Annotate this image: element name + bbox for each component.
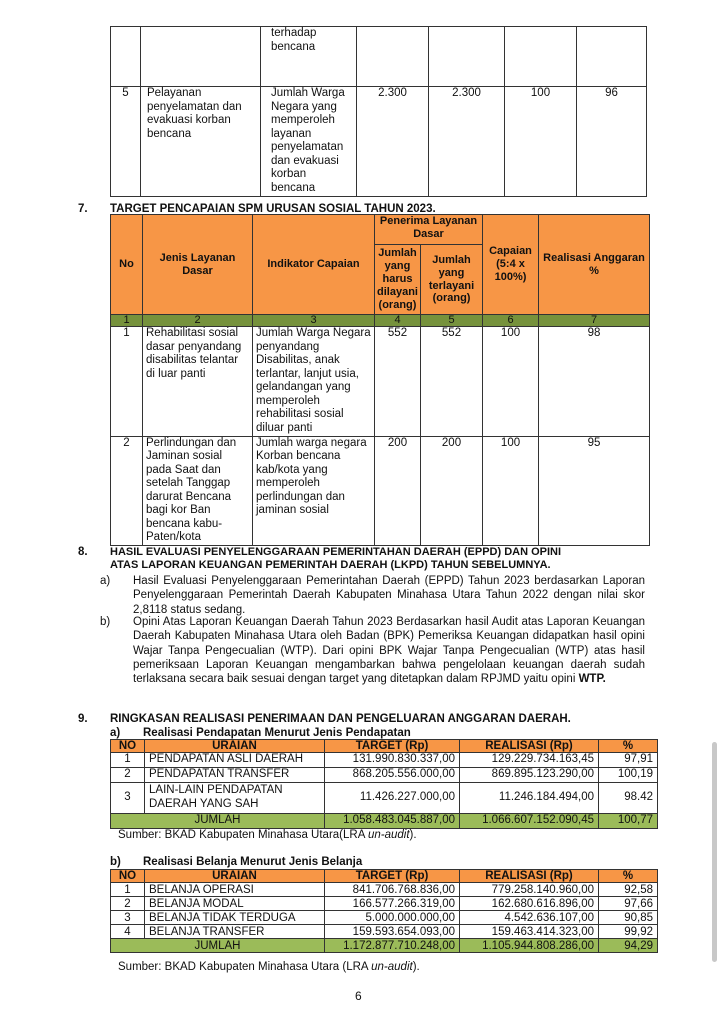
table-row [111, 27, 647, 87]
capaian-cell: 100 [483, 436, 539, 546]
subsection-label: b) [110, 856, 121, 868]
column-number-row [111, 315, 650, 327]
table-row [111, 883, 658, 897]
header-pct: % [599, 870, 658, 883]
table-row [111, 327, 650, 437]
section-number: 9. [78, 713, 88, 725]
header-uraian: URAIAN [145, 870, 325, 883]
table-row [111, 436, 650, 546]
row-no: 1 [111, 327, 143, 437]
col-number: 1 [111, 315, 143, 327]
section-title-line: HASIL EVALUASI PENYELENGGARAAN PEMERINTAHAN DAERAH (EPPD) DAN OPINI [110, 546, 562, 558]
header-realisasi: REALISASI (Rp) [460, 870, 599, 883]
pct-cell: 92,58 [599, 883, 658, 897]
header-capaian: Capaian (5:4 x 100%) [483, 215, 539, 315]
realisasi-cell: 159.463.414.323,00 [460, 925, 599, 939]
harus-cell: 2.300 [357, 87, 429, 197]
uraian-cell: PENDAPATAN ASLI DAERAH [145, 753, 325, 768]
total-pct: 100,77 [599, 814, 658, 829]
target-cell: 166.577.266.319,00 [325, 897, 460, 911]
total-row [111, 814, 658, 829]
prev-spm-table [110, 26, 647, 197]
header-no: NO [111, 870, 145, 883]
harus-cell: 552 [375, 327, 421, 437]
opini-paragraph [133, 615, 645, 686]
col-number: 4 [375, 315, 421, 327]
total-realisasi: 1.105.944.808.286,00 [460, 939, 599, 953]
row-no: 2 [111, 436, 143, 546]
header-uraian: URAIAN [145, 740, 325, 753]
total-realisasi: 1.066.607.152.090,45 [460, 814, 599, 829]
terlayani-cell: 552 [421, 327, 483, 437]
terlayani-cell: 200 [421, 436, 483, 546]
col-number: 5 [421, 315, 483, 327]
section-title: TARGET PENCAPAIAN SPM URUSAN SOSIAL TAHUN 2023. [110, 203, 436, 215]
header-terlayani: Jumlah yang terlayani (orang) [421, 245, 483, 315]
uraian-cell: PENDAPATAN TRANSFER [145, 768, 325, 783]
jenis-cell: Pelayanan penyelamatan dan evakuasi korban bencana [141, 87, 261, 197]
header-jenis: Jenis Layanan Dasar [143, 215, 253, 315]
capaian-cell: 100 [483, 327, 539, 437]
uraian-cell: BELANJA TIDAK TERDUGA [145, 911, 325, 925]
indikator-cell: Jumlah warga negara Korban bencana kab/kota yang memperoleh perlindungan dan jaminan sosial [253, 436, 375, 546]
table-row [111, 783, 658, 814]
page-number: 6 [355, 989, 362, 1003]
section-title: RINGKASAN REALISASI PENERIMAAN DAN PENGELUARAN ANGGARAN DAERAH. [110, 713, 571, 725]
header-realisasi: REALISASI (Rp) [460, 740, 599, 753]
pct-cell: 98.42 [599, 783, 658, 814]
total-row [111, 939, 658, 953]
realisasi-cell: 869.895.123.290,00 [460, 768, 599, 783]
table-row [111, 897, 658, 911]
pct-cell: 100,19 [599, 768, 658, 783]
section-title [110, 546, 645, 572]
total-label: JUMLAH [111, 814, 325, 829]
header-target: TARGET (Rp) [325, 740, 460, 753]
subsection-label: a) [110, 727, 121, 739]
section-number: 7. [78, 203, 88, 215]
pct-cell: 97,66 [599, 897, 658, 911]
target-cell: 11.426.227.000,00 [325, 783, 460, 814]
row-no: 4 [111, 925, 145, 939]
target-cell: 841.706.768.836,00 [325, 883, 460, 897]
uraian-cell: BELANJA TRANSFER [145, 925, 325, 939]
jenis-cell: Rehabilitasi sosial dasar penyandang disabilitas telantar di luar panti [143, 327, 253, 437]
section-title-line: ATAS LAPORAN KEUANGAN PEMERINTAH DAERAH (LKPD) TAHUN SEBELUMNYA. [110, 558, 551, 571]
realisasi-cell: 96 [577, 87, 647, 197]
row-no: 3 [111, 783, 145, 814]
realisasi-cell: 11.246.184.494,00 [460, 783, 599, 814]
spm-target-table [110, 214, 650, 546]
realisasi-cell: 129.229.734.163,45 [460, 753, 599, 768]
uraian-cell: LAIN-LAIN PENDAPATAN DAERAH YANG SAH [145, 783, 325, 814]
indikator-cell: terhadap bencana [261, 27, 357, 87]
header-penerima: Penerima Layanan Dasar [375, 215, 483, 245]
target-cell: 159.593.654.093,00 [325, 925, 460, 939]
realisasi-cell: 162.680.616.896,00 [460, 897, 599, 911]
source-note: Sumber: BKAD Kabupaten Minahasa Utara(LRA un-audit). [118, 829, 417, 841]
total-pct: 94,29 [599, 939, 658, 953]
table-row [111, 768, 658, 783]
col-number: 2 [143, 315, 253, 327]
header-pct: % [599, 740, 658, 753]
target-cell: 5.000.000.000,00 [325, 911, 460, 925]
target-cell: 131.990.830.337,00 [325, 753, 460, 768]
scrollbar-thumb[interactable] [712, 742, 717, 962]
target-cell: 868.205.556.000,00 [325, 768, 460, 783]
indikator-cell: Jumlah Warga Negara yang memperoleh layanan penyelamatan dan evakuasi korban bencana [261, 87, 357, 197]
realisasi-cell: 4.542.636.107,00 [460, 911, 599, 925]
belanja-table [110, 869, 658, 953]
row-no: 2 [111, 897, 145, 911]
row-no: 1 [111, 753, 145, 768]
terlayani-cell: 2.300 [429, 87, 505, 197]
indikator-cell: Jumlah Warga Negara penyandang Disabilitas, anak terlantar, lanjut usia, gelandangan yang memperoleh rehabilitasi sosial diluar panti [253, 327, 375, 437]
subsection-title: Realisasi Belanja Menurut Jenis Belanja [143, 856, 363, 868]
uraian-cell: BELANJA MODAL [145, 897, 325, 911]
pct-cell: 99,92 [599, 925, 658, 939]
total-label: JUMLAH [111, 939, 325, 953]
table-row [111, 87, 647, 197]
row-no: 3 [111, 911, 145, 925]
row-no: 5 [111, 87, 141, 197]
realisasi-cell: 98 [539, 327, 650, 437]
realisasi-cell: 779.258.140.960,00 [460, 883, 599, 897]
realisasi-cell: 95 [539, 436, 650, 546]
total-target: 1.172.877.710.248,00 [325, 939, 460, 953]
col-number: 7 [539, 315, 650, 327]
header-target: TARGET (Rp) [325, 870, 460, 883]
header-no: No [111, 215, 143, 315]
capaian-cell: 100 [505, 87, 577, 197]
section-number: 8. [78, 546, 88, 558]
source-note: Sumber: BKAD Kabupaten Minahasa Utara (LRA un-audit). [118, 961, 420, 973]
eppd-paragraph: Hasil Evaluasi Penyelenggaraan Pemerintahan Daerah (EPPD) Tahun 2023 berdasarkan Laporan Penyelenggaraan Pemerintah Daerah Kabupaten Minahasa Utara Tahun 2022 dengan nilai skor 2,8118 status sedang. [133, 575, 645, 616]
table-row [111, 753, 658, 768]
total-target: 1.058.483.045.887,00 [325, 814, 460, 829]
harus-cell: 200 [375, 436, 421, 546]
table-row [111, 911, 658, 925]
opini-text: Opini Atas Laporan Keuangan Daerah Tahun 2023 Berdasarkan hasil Audit atas Laporan Keuangan Daerah Kabupaten Minahasa Utara oleh Badan (BPK) Pemeriksa Keuangan didapatkan hasil opini Wajar Tanpa Pengecualian (WTP). Dari opini BPK Wajar Tanpa Pengecualian (WTP) atas hasil pemeriksaan Laporan Keuangan mengambarkan bahwa pengelolaan keuangan daerah sudah terlaksana secara baik sesuai dengan target yang ditetapkan dalam RPJMD yaitu opini [133, 616, 645, 685]
uraian-cell: BELANJA OPERASI [145, 883, 325, 897]
opini-wtp: WTP. [578, 673, 606, 685]
jenis-cell: Perlindungan dan Jaminan sosial pada Saat dan setelah Tanggap darurat Bencana bagi kor Ban bencana kabu-Paten/kota [143, 436, 253, 546]
pct-cell: 90,85 [599, 911, 658, 925]
header-no: NO [111, 740, 145, 753]
row-no: 1 [111, 883, 145, 897]
row-no: 2 [111, 768, 145, 783]
pendapatan-table [110, 739, 658, 829]
header-harus: Jumlah yang harus dilayani (orang) [375, 245, 421, 315]
subsection-title: Realisasi Pendapatan Menurut Jenis Pendapatan [143, 727, 411, 739]
item-label: a) [100, 575, 111, 587]
pct-cell: 97,91 [599, 753, 658, 768]
header-indikator: Indikator Capaian [253, 215, 375, 315]
table-row [111, 925, 658, 939]
col-number: 6 [483, 315, 539, 327]
header-realisasi: Realisasi Anggaran % [539, 215, 650, 315]
col-number: 3 [253, 315, 375, 327]
item-label: b) [100, 616, 111, 628]
